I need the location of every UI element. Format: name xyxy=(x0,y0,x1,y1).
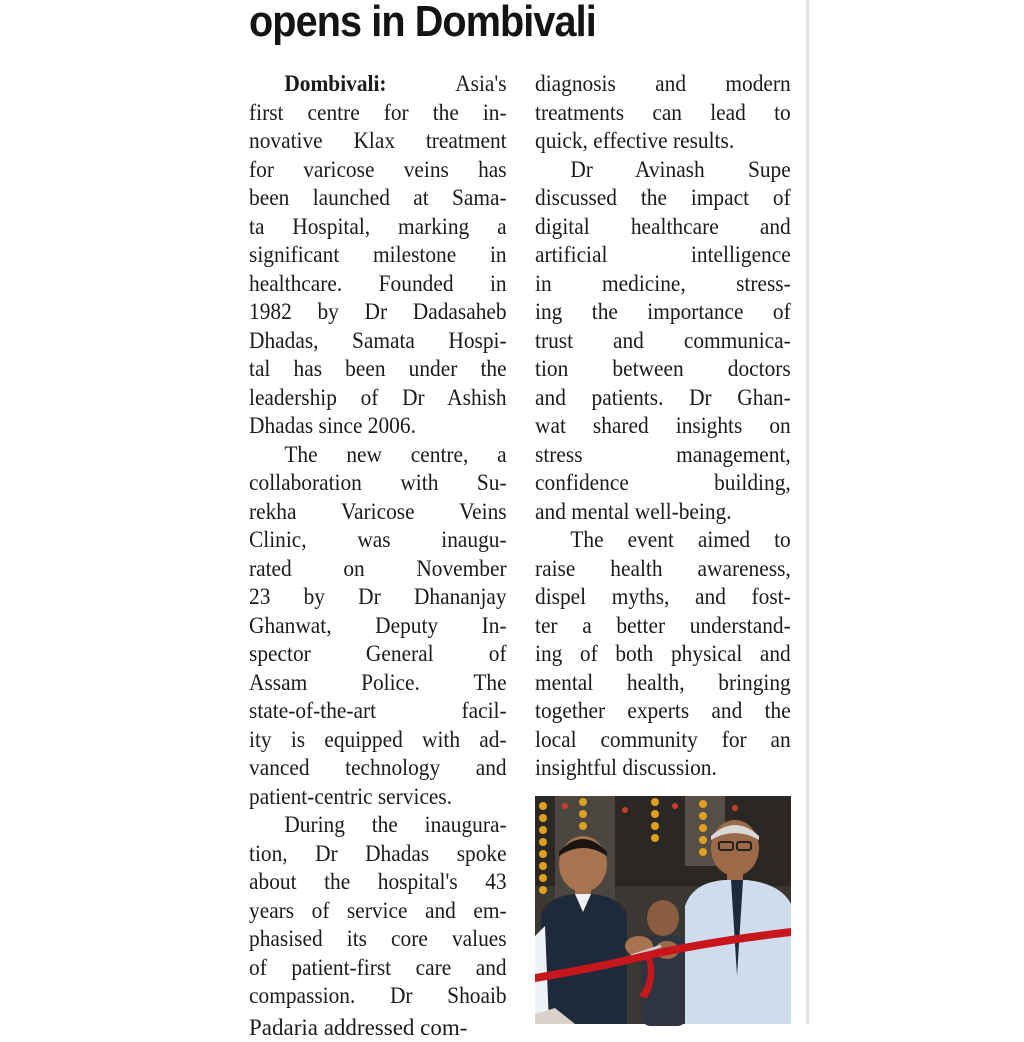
text-line: raise health awareness, xyxy=(535,555,791,581)
text-line: ter a better understand- xyxy=(535,612,791,638)
text-line: years of service and em- xyxy=(249,897,507,923)
text-line: and patients. Dr Ghan- xyxy=(535,384,791,410)
text-line: significant milestone in xyxy=(249,242,507,267)
text-line: Dr Avinash Supe xyxy=(570,156,791,182)
text-line: tion between doctors xyxy=(535,356,791,381)
text-line: confidence building, xyxy=(535,470,791,495)
text-line: Dhadas, Samata Hospi- xyxy=(249,327,507,353)
text-line: for varicose veins has xyxy=(249,156,507,182)
text-line: Dhadas since 2006. xyxy=(249,413,416,438)
text-line: phasised its core values xyxy=(249,926,507,951)
text-line: tion, Dr Dhadas spoke xyxy=(249,840,507,866)
text-line: local community for an xyxy=(535,726,791,752)
text-line: vanced technology and xyxy=(249,755,507,780)
text-line: quick, effective results. xyxy=(535,128,735,153)
text-line: digital healthcare and xyxy=(535,213,791,239)
text-line: ity is equipped with ad- xyxy=(249,726,507,752)
headline: opens in Dombivali xyxy=(249,0,596,46)
text-line: ing the importance of xyxy=(535,299,791,324)
text-line: collaboration with Su- xyxy=(249,470,507,495)
text-line: The new centre, a xyxy=(284,441,507,467)
text-line: state-of-the-art facil- xyxy=(249,698,507,723)
article-column-2 xyxy=(535,70,791,783)
text-line: Dombivali: Asia's xyxy=(284,71,507,96)
text-line: healthcare. Founded in xyxy=(249,270,507,296)
text-line: During the inaugura- xyxy=(284,812,507,837)
text-line: novative Klax treatment xyxy=(249,128,507,153)
text-line: and mental well-being. xyxy=(535,498,732,524)
text-line: patient-centric services. xyxy=(249,783,453,809)
text-line: compassion. Dr Shoaib xyxy=(249,983,507,1008)
article-column-1 xyxy=(249,70,507,1011)
text-line: in medicine, stress- xyxy=(535,270,791,296)
text-line: Clinic, was inaugu- xyxy=(249,527,507,552)
cut-off-line: Padaria addressed com- xyxy=(249,1015,468,1040)
text-line: discussed the impact of xyxy=(535,185,791,210)
text-line: stress management, xyxy=(535,441,791,467)
text-line: treatments can lead to xyxy=(535,99,791,125)
dateline: Dombivali: xyxy=(284,71,387,96)
text-line: been launched at Sama- xyxy=(249,185,507,210)
text-line: rated on November xyxy=(249,555,507,581)
text-line: spector General of xyxy=(249,641,507,666)
text-line: of patient-first care and xyxy=(249,954,507,980)
text-line: ing of both physical and xyxy=(535,641,791,666)
text-line: leadership of Dr Ashish xyxy=(249,384,507,410)
text-line: ta Hospital, marking a xyxy=(249,213,507,239)
text-line: 1982 by Dr Dadasaheb xyxy=(249,299,507,324)
text-line: tal has been under the xyxy=(249,356,507,381)
ribbon-cutting-ceremony-icon xyxy=(535,796,791,1024)
event-photo xyxy=(535,796,791,1024)
text-line: mental health, bringing xyxy=(535,669,791,695)
text-line: diagnosis and modern xyxy=(535,71,791,96)
text-line: wat shared insights on xyxy=(535,413,791,438)
text-line: together experts and the xyxy=(535,698,791,723)
text-line: dispel myths, and fost- xyxy=(535,584,791,609)
text-line: artificial intelligence xyxy=(535,242,791,267)
text-line: rekha Varicose Veins xyxy=(249,498,507,524)
text-line: insightful discussion. xyxy=(535,755,717,780)
text-line: about the hospital's 43 xyxy=(249,869,507,894)
page-edge-divider xyxy=(806,0,809,1024)
text-line: 23 by Dr Dhananjay xyxy=(249,584,507,609)
text-line: trust and communica- xyxy=(535,327,791,353)
text-line: first centre for the in- xyxy=(249,99,507,125)
text-line: Ghanwat, Deputy In- xyxy=(249,612,507,638)
text-line: The event aimed to xyxy=(570,527,791,552)
text-line: Assam Police. The xyxy=(249,669,507,695)
